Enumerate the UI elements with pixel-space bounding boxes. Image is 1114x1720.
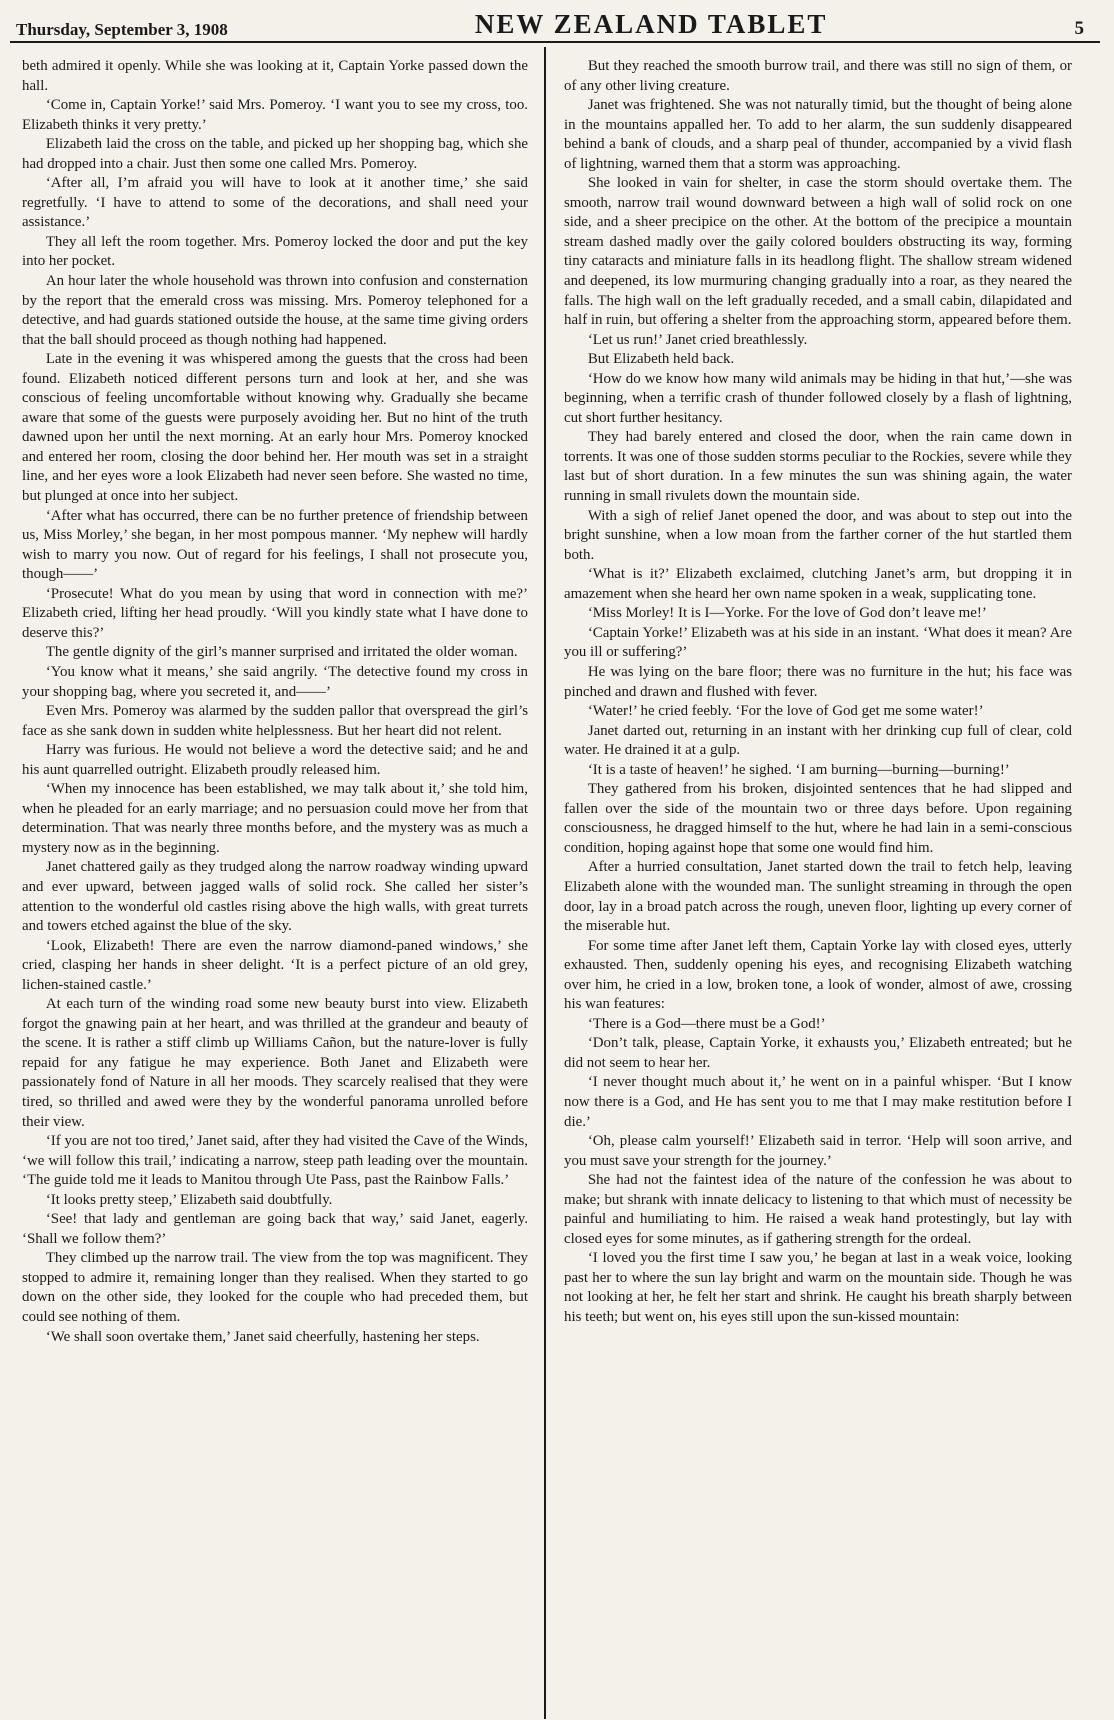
paragraph: He was lying on the bare floor; there was no furniture in the hut; his face was pinched and drawn and flushed with fever. [564,663,1072,700]
paragraph: An hour later the whole household was thrown into confusion and consternation by the report that the emerald cross was missing. Mrs. Pomeroy telephoned for a detective, and had guards stationed outside the house, at the same time giving orders that the ball should proceed as though nothing had happened. [22,273,528,348]
issue-date: Thursday, September 3, 1908 [16,20,228,39]
paragraph: ‘Miss Morley! It is I—Yorke. For the love of God don’t leave me!’ [587,605,987,622]
article-columns [10,47,1100,1719]
paragraph: beth admired it openly. While she was looking at it, Captain Yorke passed down the hall. [22,58,528,94]
paragraph: ‘Don’t talk, please, Captain Yorke, it exhausts you,’ Elizabeth entreated; but he did not seem to hear her. [564,1035,1072,1071]
paragraph: They had barely entered and closed the door, when the rain came down in torrents. It was one of those sudden storms peculiar to the Rockies, severe while they last but of short duration. In a few minutes the sun was shining again, the water running in small rivulets down the mountain side. [564,429,1072,505]
paragraph: ‘It is a taste of heaven!’ he sighed. ‘I am burning—burning—burning!’ [587,761,1010,778]
paragraph: ‘How do we know how many wild animals may be hiding in that hut,’—she was beginning, when a terrific crash of thunder followed closely by a flash of lightning, cut short further hesitancy. [564,370,1072,426]
paragraph: ‘If you are not too tired,’ Janet said, after they had visited the Cave of the Winds, ‘we will follow this trail,’ indicating a narrow, steep path leading over the mountain. ‘The guide told me it leads to Manitou through Ute Pass, past the Rainbow Falls.’ [22,1133,528,1189]
paragraph: ‘I loved you the first time I saw you,’ he began at last in a weak voice, looking past her to where the sun lay bright and warm on the mountain side. Though he was not looking at her, he felt her start and shrink. He caught his breath sharply between his teeth; but went on, his eyes still upon the sun-kissed mountain: [564,1250,1072,1325]
paragraph: ‘Oh, please calm yourself!’ Elizabeth said in terror. ‘Help will soon arrive, and you must save your strength for the journey.’ [564,1133,1072,1169]
paragraph: ‘Water!’ he cried feebly. ‘For the love of God get me some water!’ [587,703,984,720]
paragraph: Late in the evening it was whispered among the guests that the cross had been found. Elizabeth noticed different persons turn and look at her, and she was conscious of feeling uncomfortable without knowing why. Gradually she became aware that some of the guests were purposely avoiding her. But no hint of the truth dawned upon her until the next morning. At an early hour Mrs. Pomeroy knocked and entered her room, closing the door behind her. Her mouth was set in a straight line, and her eyes wore a look Elizabeth had never seen before. She wasted no time, but plunged at once into her subject. [22,351,528,505]
paragraph: Janet chattered gaily as they trudged along the narrow roadway winding upward and ever upward, between jagged walls of solid rock. She called her sister’s attention to the wonderful old castles rising above the high walls, with great turrets and towers etched against the blue of the sky. [22,859,528,935]
paragraph: ‘Captain Yorke!’ Elizabeth was at his side in an instant. ‘What does it mean? Are you ill or suffering?’ [564,624,1072,661]
paragraph: ‘Look, Elizabeth! There are even the narrow diamond-paned windows,’ she cried, clasping her hands in sheer delight. ‘It is a perfect picture of an old grey, lichen-stained castle.’ [22,937,528,993]
paragraph: After a hurried consultation, Janet started down the trail to fetch help, leaving Elizabeth alone with the wounded man. The sunlight streaming in through the open door, lay in a broad patch across the rough, uneven floor, lighting up every corner of the miserable hut. [564,859,1072,935]
paragraph: ‘It looks pretty steep,’ Elizabeth said doubtfully. [45,1191,333,1208]
paragraph: ‘Come in, Captain Yorke!’ said Mrs. Pomeroy. ‘I want you to see my cross, too. Elizabeth thinks it very pretty.’ [22,97,528,133]
paragraph: ‘You know what it means,’ she said angrily. ‘The detective found my cross in your shopping bag, where you secreted it, and——’ [22,663,528,700]
paragraph: ‘When my innocence has been established, we may talk about it,’ she told him, when he pleaded for an early marriage; and no persuasion could move her from that determination. That was nearly three months before, and the mystery was as much a mystery now as in the beginning. [22,781,528,856]
paragraph: ‘We shall soon overtake them,’ Janet said cheerfully, hastening her steps. [45,1328,480,1345]
paragraph: Even Mrs. Pomeroy was alarmed by the sudden pallor that overspread the girl’s face as she sank down in sudden white helplessness. But her heart did not relent. [22,703,528,739]
newspaper-title: NEW ZEALAND TABLET [474,9,828,39]
paragraph: For some time after Janet left them, Captain Yorke lay with closed eyes, utterly exhausted. Then, suddenly opening his eyes, and recognising Elizabeth watching over him, he cried in a low, broken tone, a look of wonder, almost of awe, crossing his wan features: [564,937,1072,1013]
paragraph: ‘After what has occurred, there can be no further pretence of friendship between us, Miss Morley,’ she began, in her most pompous manner. ‘My nephew will hardly wish to marry you now. Out of regard for his feelings, I shall not prosecute you, though——’ [22,507,528,583]
paragraph: She looked in vain for shelter, in case the storm should overtake them. The smooth, narrow trail wound downward between a high wall of solid rock on one side, and a sheer precipice on the other. At the bottom of the precipice a mountain stream dashed madly over the gaily colored boulders obstructing its way, forming tiny cataracts and miniature falls in its headlong flight. The shallow stream widened and deepened, its low murmuring changing gradually into a roar, as they neared the falls. The high wall on the left gradually receded, and a small cabin, dilapidated and half in ruin, but offering a shelter from the approaching storm, appeared before them. [564,175,1072,329]
paragraph: But they reached the smooth burrow trail, and there was still no sign of them, or of any other living creature. [564,58,1072,94]
page-number: 5 [1074,18,1084,39]
paragraph: ‘See! that lady and gentleman are going back that way,’ said Janet, eagerly. ‘Shall we follow them?’ [22,1211,528,1247]
paragraph: ‘Let us run!’ Janet cried breathlessly. [587,331,808,348]
paragraph: ‘What is it?’ Elizabeth exclaimed, clutching Janet’s arm, but dropping it in amazement when she heard her own name spoken in a weak, supplicating tone. [564,566,1072,602]
masthead [10,6,1100,43]
paragraph: They all left the room together. Mrs. Pomeroy locked the door and put the key into her pocket. [22,233,528,270]
right-column [546,47,1080,1719]
paragraph: But Elizabeth held back. [587,351,735,368]
paragraph: Janet darted out, returning in an instant with her drinking cup full of clear, cold water. He drained it at a gulp. [564,722,1072,759]
paragraph: Elizabeth laid the cross on the table, and picked up her shopping bag, which she had dropped into a chair. Just then some one called Mrs. Pomeroy. [22,136,528,172]
paragraph: Janet was frightened. She was not naturally timid, but the thought of being alone in the mountains appalled her. To add to her alarm, the sun suddenly disappeared behind a bank of clouds, and a sharp peal of thunder, accompanied by a vivid flash of lightning, warned them that a storm was approaching. [564,97,1072,172]
paragraph: At each turn of the winding road some new beauty burst into view. Elizabeth forgot the gnawing pain at her heart, and was thrilled at the grandeur and beauty of the scene. It is rather a stiff climb up Williams Cañon, but the nature-lover is fully repaid for any fatigue he may experience. Both Janet and Elizabeth were passionately fond of Nature in all her moods. They scarcely realised that they were tired, so thrilled and awed were they by the wonderful panorama unrolled before their view. [22,996,528,1130]
paragraph: Harry was furious. He would not believe a word the detective said; and he and his aunt quarrelled outright. Elizabeth proudly released him. [22,742,528,778]
paragraph: The gentle dignity of the girl’s manner surprised and irritated the older woman. [45,644,518,661]
paragraph: With a sigh of relief Janet opened the door, and was about to step out into the bright sunshine, when a low moan from the farther corner of the hut startled them both. [564,507,1072,563]
paragraph: She had not the faintest idea of the nature of the confession he was about to make; but shrank with innate delicacy to listening to that which must of necessity be painful and humiliating to him. He raised a weak hand protestingly, but lay with closed eyes for some minutes, as if gathering strength for the ordeal. [564,1172,1072,1247]
paragraph: ‘Prosecute! What do you mean by using that word in connection with me?’ Elizabeth cried, lifting her head proudly. ‘Will you kindly state what I have done to deserve this?’ [22,585,528,641]
paragraph: They gathered from his broken, disjointed sentences that he had slipped and fallen over the side of the mountain two or three days before. Upon regaining consciousness, he dragged himself to the hut, where he had lain in a semi-conscious condition, hoping against hope that some one would find him. [564,781,1072,856]
paragraph: They climbed up the narrow trail. The view from the top was magnificent. They stopped to admire it, remaining longer than they realised. When they started to go down on the other side, they looked for the couple who had preceded them, but could see nothing of them. [22,1250,528,1325]
paragraph: ‘I never thought much about it,’ he went on in a painful whisper. ‘But I know now there is a God, and He has sent you to me that I may make restitution before I die.’ [564,1074,1072,1130]
paragraph: ‘There is a God—there must be a God!’ [587,1015,826,1032]
paragraph: ‘After all, I’m afraid you will have to look at it another time,’ she said regretfully. ‘I have to attend to some of the decorations, and shall need your assistance.’ [22,175,528,231]
left-column [10,47,544,1719]
